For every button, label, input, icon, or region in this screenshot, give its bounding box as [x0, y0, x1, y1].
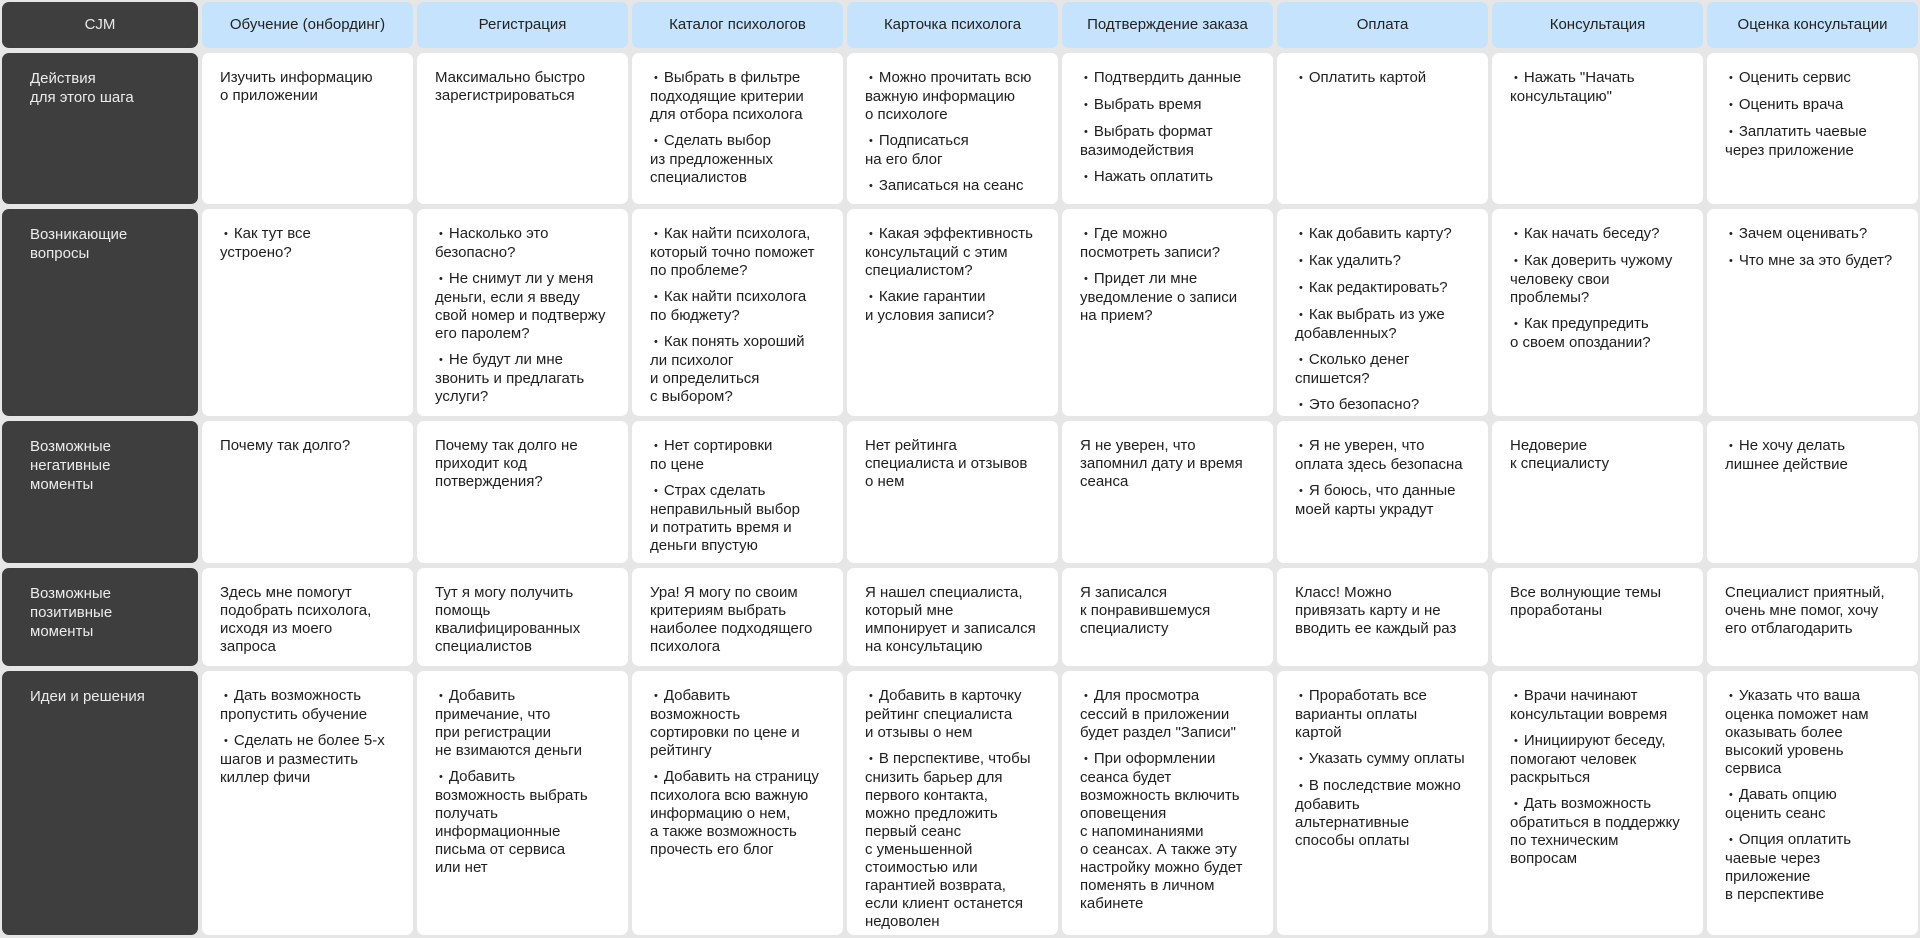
bullet-item: • Давать опцию оценить сеанс [1725, 786, 1906, 823]
cjm-cell [202, 53, 413, 204]
cell-text: Я нашел специалиста, который мне импонирует и записался на консультацию [865, 584, 1036, 655]
bullet-item: • Выбрать формат вазимодействия [1080, 123, 1261, 160]
cell-text: Я не уверен, что запомнил дату и время сеанса [1080, 437, 1243, 490]
bullet-item: • Как предупредить о своем опоздании? [1510, 315, 1691, 352]
bullet-item: • Добавить в карточку рейтинг специалиста и отзывы о нем [865, 687, 1046, 742]
bullet-item: • Как начать беседу? [1510, 225, 1691, 244]
cell-text: Почему так долго не приходит код потверждения? [435, 437, 578, 490]
cjm-cell [417, 421, 628, 563]
cjm-cell [1707, 671, 1918, 935]
cjm-cell [1492, 671, 1703, 935]
cjm-cell [847, 421, 1058, 563]
cjm-cell [847, 671, 1058, 935]
bullet-item: • Выбрать время [1080, 96, 1261, 115]
cjm-cell [1707, 568, 1918, 666]
row-label: Действия для этого шага [2, 53, 198, 204]
bullet-item: • Как тут все устроено? [220, 225, 401, 262]
bullet-item: • Страх сделать неправильный выбор и потратить время и деньги впустую [650, 482, 831, 555]
bullet-item: • Добавить возможность сортировки по цене и рейтингу [650, 687, 831, 760]
bullet-item: • Как понять хороший ли психолог и определиться с выбором? [650, 333, 831, 406]
bullet-item: • Дать возможность обратиться в поддержку по техническим вопросам [1510, 795, 1691, 868]
cjm-cell [1277, 209, 1488, 416]
cjm-corner-label: CJM [2, 2, 198, 48]
bullet-item: • Можно прочитать всю важную информацию о психологе [865, 69, 1046, 124]
bullet-item: • Сколько денег спишется? [1295, 351, 1476, 388]
cjm-table [2, 2, 1918, 935]
cjm-cell [1492, 421, 1703, 563]
cell-text: Недоверие к специалисту [1510, 437, 1610, 472]
cjm-cell [1277, 671, 1488, 935]
bullet-item: • Выбрать в фильтре подходящие критерии для отбора психолога [650, 69, 831, 124]
bullet-item: • При оформлении сеанса будет возможность включить оповещения с напоминаниями о сеансах. А также эту настройку можно будет поменять в личном кабинете [1080, 750, 1261, 913]
bullet-item: • Сделать не более 5-х шагов и разместить киллер фичи [220, 732, 401, 787]
cell-text: Специалист приятный, очень мне помог, хочу его отблагодарить [1725, 584, 1885, 637]
cjm-cell [202, 209, 413, 416]
bullet-item: • Где можно посмотреть записи? [1080, 225, 1261, 262]
cell-text: Здесь мне помогут подобрать психолога, исходя из моего запроса [220, 584, 372, 655]
bullet-item: • Нет сортировки по цене [650, 437, 831, 474]
bullet-item: • Указать сумму оплаты [1295, 750, 1476, 769]
bullet-item: • Для просмотра сессий в приложении будет раздел "Записи" [1080, 687, 1261, 742]
cjm-cell [1492, 209, 1703, 416]
cjm-cell [632, 209, 843, 416]
cjm-cell [1707, 53, 1918, 204]
cjm-cell [632, 421, 843, 563]
cell-text: Нет рейтинга специалиста и отзывов о нем [865, 437, 1028, 490]
bullet-item: • Указать что ваша оценка поможет нам оказывать более высокий уровень сервиса [1725, 687, 1906, 778]
cjm-cell [417, 671, 628, 935]
cell-text: Я записался к понравившемуся специалисту [1080, 584, 1211, 637]
cjm-cell [1707, 421, 1918, 563]
cjm-cell [1062, 209, 1273, 416]
cjm-cell [847, 568, 1058, 666]
cjm-cell [1062, 568, 1273, 666]
cell-text: Класс! Можно привязать карту и не вводить ее каждый раз [1295, 584, 1457, 637]
bullet-item: • Нажать оплатить [1080, 168, 1261, 187]
cell-text: Максимально быстро зарегистрироваться [435, 69, 586, 104]
cjm-cell [417, 568, 628, 666]
bullet-item: • Опция оплатить чаевые через приложение в перспективе [1725, 831, 1906, 904]
stage-header: Подтверждение заказа [1062, 2, 1273, 48]
cjm-cell [1492, 568, 1703, 666]
bullet-item: • Добавить на страницу психолога всю важную информацию о нем, а также возможность прочесть его блог [650, 768, 831, 859]
bullet-item: • Это безопасно? [1295, 396, 1476, 415]
cell-text: Почему так долго? [220, 437, 351, 454]
bullet-item: • Какие гарантии и условия записи? [865, 288, 1046, 325]
stage-header: Оценка консультации [1707, 2, 1918, 48]
stage-header: Обучение (онбординг) [202, 2, 413, 48]
bullet-item: • Дать возможность пропустить обучение [220, 687, 401, 724]
bullet-item: • Записаться на сеанс [865, 177, 1046, 196]
bullet-item: • В последствие можно добавить альтернативные способы оплаты [1295, 777, 1476, 850]
bullet-item: • Врачи начинают консультации вовремя [1510, 687, 1691, 724]
cjm-cell [1062, 671, 1273, 935]
row-label: Идеи и решения [2, 671, 198, 935]
bullet-item: • Как доверить чужому человеку свои проблемы? [1510, 252, 1691, 307]
row-label: Возможные негативные моменты [2, 421, 198, 563]
cjm-cell [1277, 421, 1488, 563]
cell-text: Тут я могу получить помощь квалифицированных специалистов [435, 584, 581, 655]
bullet-item: • Заплатить чаевые через приложение [1725, 123, 1906, 160]
bullet-item: • Как найти психолога по бюджету? [650, 288, 831, 325]
cjm-cell [632, 53, 843, 204]
cjm-cell [1277, 53, 1488, 204]
bullet-item: • Нажать "Начать консультацию" [1510, 69, 1691, 106]
cjm-cell [1062, 53, 1273, 204]
bullet-item: • Как добавить карту? [1295, 225, 1476, 244]
cjm-cell [417, 209, 628, 416]
bullet-item: • Подтвердить данные [1080, 69, 1261, 88]
bullet-item: • Оценить сервис [1725, 69, 1906, 88]
cjm-cell [1062, 421, 1273, 563]
stage-header: Карточка психолога [847, 2, 1058, 48]
cjm-cell [1277, 568, 1488, 666]
row-label: Возникающие вопросы [2, 209, 198, 416]
stage-header: Оплата [1277, 2, 1488, 48]
cjm-cell [632, 568, 843, 666]
bullet-item: • Как редактировать? [1295, 279, 1476, 298]
bullet-item: • Добавить возможность выбрать получать информационные письма от сервиса или нет [435, 768, 616, 877]
bullet-item: • Не будут ли мне звонить и предлагать услуги? [435, 351, 616, 406]
bullet-item: • Оценить врача [1725, 96, 1906, 115]
bullet-item: • Инициируют беседу, помогают человек раскрыться [1510, 732, 1691, 787]
bullet-item: • Оплатить картой [1295, 69, 1476, 88]
bullet-item: • Не снимут ли у меня деньги, если я введу свой номер и подтвержу его паролем? [435, 270, 616, 343]
cjm-cell [202, 671, 413, 935]
cjm-cell [417, 53, 628, 204]
cjm-cell [1707, 209, 1918, 416]
bullet-item: • Подписаться на его блог [865, 132, 1046, 169]
cjm-cell [632, 671, 843, 935]
stage-header: Регистрация [417, 2, 628, 48]
bullet-item: • В перспективе, чтобы снизить барьер для первого контакта, можно предложить первый сеанс с уменьшенной стоимостью или гарантией возврата, если клиент останется недоволен [865, 750, 1046, 931]
stage-header: Консультация [1492, 2, 1703, 48]
bullet-item: • Как выбрать из уже добавленных? [1295, 306, 1476, 343]
bullet-item: • Придет ли мне уведомление о записи на прием? [1080, 270, 1261, 325]
cjm-cell [847, 53, 1058, 204]
cjm-cell [847, 209, 1058, 416]
bullet-item: • Я не уверен, что оплата здесь безопасна [1295, 437, 1476, 474]
bullet-item: • Добавить примечание, что при регистрации не взимаются деньги [435, 687, 616, 760]
cjm-cell [1492, 53, 1703, 204]
row-label: Возможные позитивные моменты [2, 568, 198, 666]
cell-text: Ура! Я могу по своим критериям выбрать наиболее подходящего психолога [650, 584, 813, 655]
bullet-item: • Как найти психолога, который точно поможет по проблеме? [650, 225, 831, 280]
cell-text: Все волнующие темы проработаны [1510, 584, 1661, 619]
bullet-item: • Не хочу делать лишнее действие [1725, 437, 1906, 474]
bullet-item: • Я боюсь, что данные моей карты украдут [1295, 482, 1476, 519]
bullet-item: • Как удалить? [1295, 252, 1476, 271]
stage-header: Каталог психологов [632, 2, 843, 48]
cjm-cell [202, 421, 413, 563]
bullet-item: • Какая эффективность консультаций с этим специалистом? [865, 225, 1046, 280]
bullet-item: • Зачем оценивать? [1725, 225, 1906, 244]
bullet-item: • Что мне за это будет? [1725, 252, 1906, 271]
bullet-item: • Проработать все варианты оплаты картой [1295, 687, 1476, 742]
bullet-item: • Сделать выбор из предложенных специалистов [650, 132, 831, 187]
cell-text: Изучить информацию о приложении [220, 69, 373, 104]
bullet-item: • Насколько это безопасно? [435, 225, 616, 262]
cjm-cell [202, 568, 413, 666]
